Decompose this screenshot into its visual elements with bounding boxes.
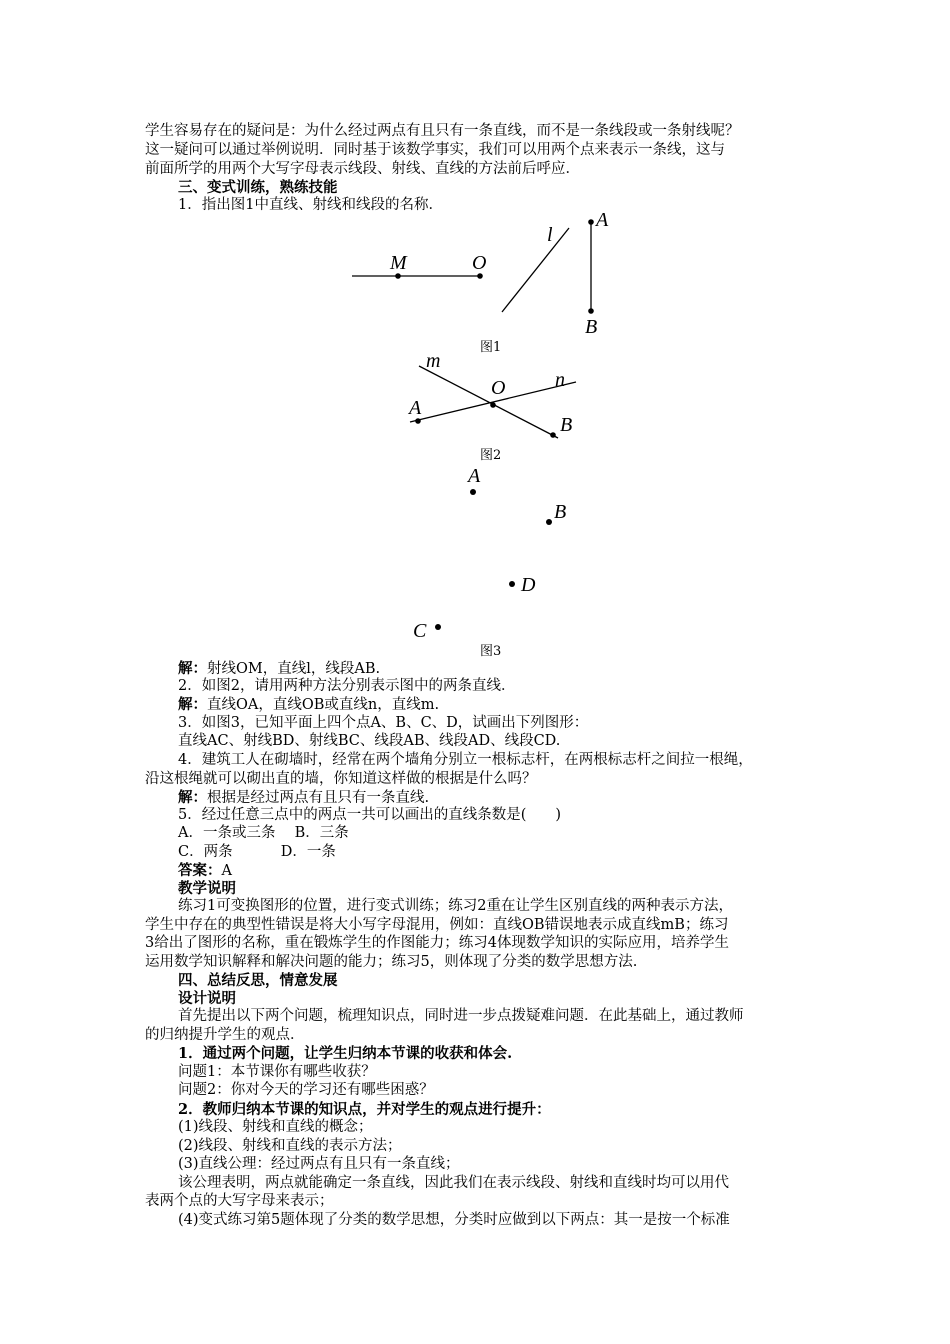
question-3: 3．如图3，已知平面上四个点A、B、C、D，试画出下列图形： — [178, 715, 589, 731]
label-C: C — [413, 620, 427, 642]
design-note-title: 设计说明 — [178, 990, 236, 1007]
knowledge-item: (3)直线公理：经过两点有且只有一条直线； — [178, 1156, 460, 1172]
label-A: A — [468, 465, 481, 487]
text-line: 运用数学知识解释和解决问题的能力；练习5，则体现了分类的数学思想方法. — [145, 954, 638, 970]
figure-1-caption: 图1 — [480, 340, 502, 355]
section-heading: 三、变式训练，熟练技能 — [178, 179, 338, 196]
label-B: B — [585, 316, 598, 338]
text-line: 该公理表明，两点就能确定一条直线，因此我们在表示线段、射线和直线时均可以用代 — [178, 1175, 729, 1191]
question-5: 5．经过任意三点中的两点一共可以画出的直线条数是( ) — [178, 807, 562, 823]
question-item: 问题1：本节课你有哪些收获？ — [178, 1064, 376, 1080]
answer-text: A — [221, 863, 232, 879]
figure-2 — [400, 344, 590, 444]
label-A: A — [409, 397, 422, 419]
label-B: B — [560, 414, 573, 436]
figure-1 — [340, 208, 630, 338]
text-line: 练习1可变换图形的位置，进行变式训练；练习2重在让学生区别直线的两种表示方法， — [178, 898, 733, 914]
text-line: 首先提出以下两个问题，梳理知识点，同时进一步点拨疑难问题．在此基础上，通过教师 — [178, 1008, 744, 1024]
step-2: 2．教师归纳本节课的知识点，并对学生的观点进行提升： — [178, 1101, 551, 1118]
text-line: 前面所学的用两个大写字母表示线段、射线、直线的方法前后呼应． — [145, 161, 580, 177]
answer-text: 射线OM，直线l，线段AB. — [207, 661, 381, 677]
text-line: 3给出了图形的名称，重在锻炼学生的作图能力；练习4体现数学知识的实际应用，培养学生 — [145, 935, 729, 951]
figure-3 — [400, 460, 580, 645]
label-O: O — [491, 377, 506, 399]
label-m: m — [426, 350, 441, 372]
question-3-items: 直线AC、射线BD、射线BC、线段AB、线段AD、线段CD. — [178, 733, 561, 749]
label-O: O — [472, 252, 487, 274]
label-l: l — [547, 224, 553, 246]
question-1: 1．指出图1中直线、射线和线段的名称． — [178, 197, 443, 213]
label-M: M — [390, 252, 407, 274]
answer-4 — [178, 788, 429, 808]
answer-1 — [178, 659, 380, 679]
answer-label: 解： — [178, 789, 207, 806]
step-1: 1．通过两个问题，让学生归纳本节课的收获和体会. — [178, 1045, 513, 1062]
answer-text: 根据是经过两点有且只有一条直线. — [207, 790, 430, 806]
teaching-note-title: 教学说明 — [178, 880, 236, 897]
text-line: 这一疑问可以通过举例说明．同时基于该数学事实，我们可以用两个点来表示一条线，这与 — [145, 142, 725, 158]
option-cd: C．两条 D．一条 — [178, 844, 336, 860]
question-item: 问题2：你对今天的学习还有哪些困惑？ — [178, 1082, 434, 1098]
label-D: D — [521, 574, 536, 596]
answer-2 — [178, 695, 439, 715]
figure-3-caption: 图3 — [480, 644, 502, 659]
text-line: 学生中存在的典型性错误是将大小写字母混用，例如：直线OB错误地表示成直线mB；练习 — [145, 917, 729, 933]
knowledge-item: (4)变式练习第5题体现了分类的数学思想，分类时应做到以下两点：其一是按一个标准 — [178, 1212, 730, 1228]
answer-label: 解： — [178, 696, 207, 713]
label-A: A — [596, 209, 609, 231]
text-line: 表两个点的大写字母来表示； — [145, 1193, 334, 1209]
answer-5 — [178, 861, 232, 881]
option-ab: A．一条或三条 B．三条 — [178, 825, 349, 841]
section-heading: 四、总结反思，情意发展 — [178, 972, 338, 989]
knowledge-item: (2)线段、射线和直线的表示方法； — [178, 1138, 402, 1154]
question-4-cont: 沿这根绳就可以砌出直的墙，你知道这样做的根据是什么吗？ — [145, 771, 537, 787]
label-n: n — [555, 369, 565, 391]
label-B: B — [554, 501, 567, 523]
text-line: 学生容易存在的疑问是：为什么经过两点有且只有一条直线，而不是一条线段或一条射线呢？ — [145, 123, 740, 139]
answer-label: 解： — [178, 660, 207, 677]
text-line: 的归纳提升学生的观点． — [145, 1027, 305, 1043]
answer-text: 直线OA，直线OB或直线n，直线m. — [207, 697, 440, 713]
figure-2-caption: 图2 — [480, 448, 502, 463]
knowledge-item: (1)线段、射线和直线的概念； — [178, 1119, 373, 1135]
answer-label: 答案： — [178, 862, 222, 879]
question-4: 4．建筑工人在砌墙时，经常在两个墙角分别立一根标志杆，在两根标志杆之间拉一根绳， — [178, 752, 753, 768]
question-2: 2．如图2，请用两种方法分别表示图中的两条直线． — [178, 678, 516, 694]
